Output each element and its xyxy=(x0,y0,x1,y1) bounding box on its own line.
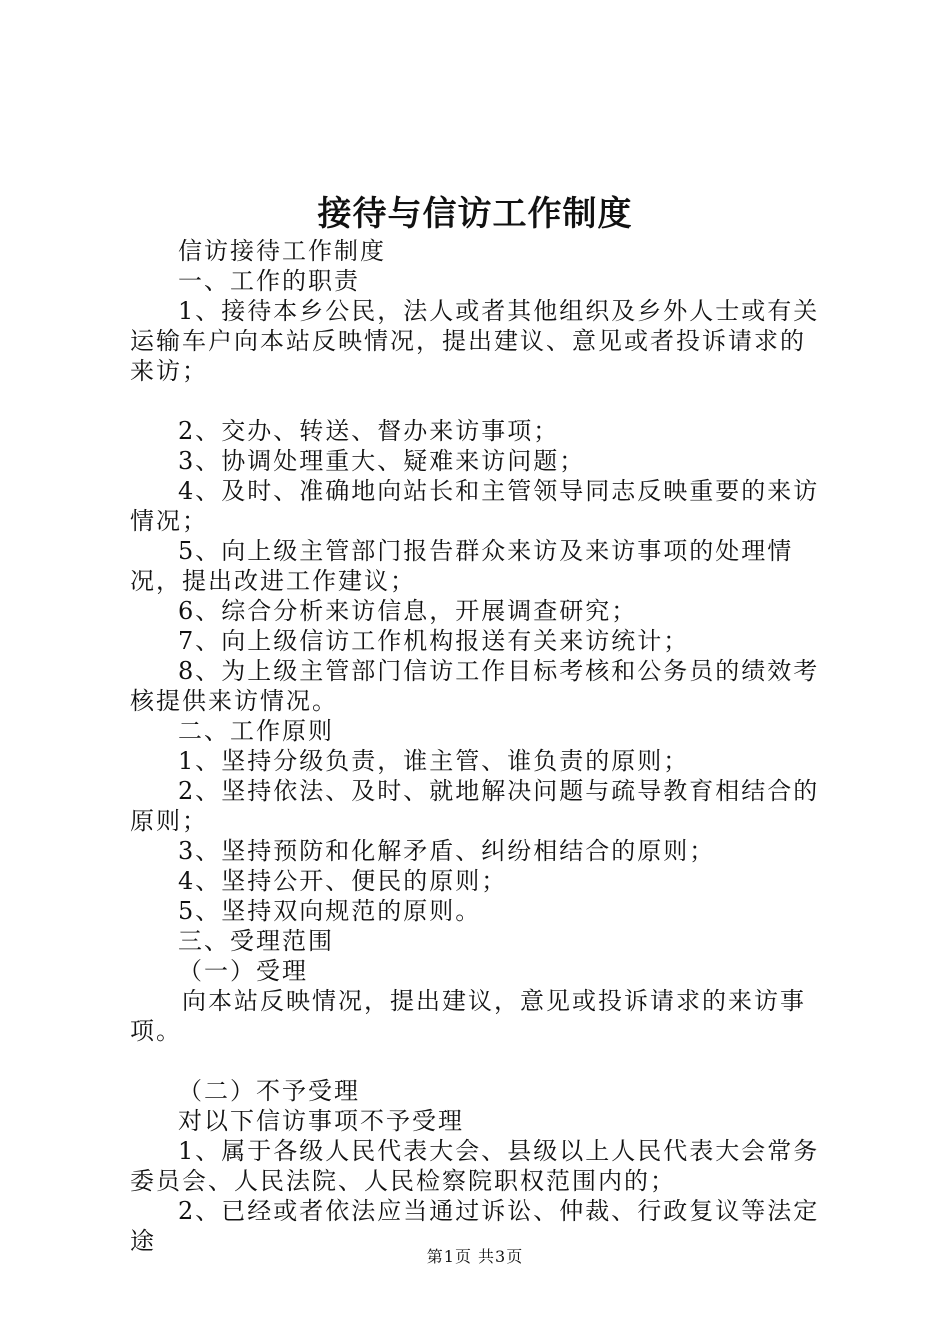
subsection-heading: （一）受理 xyxy=(178,957,308,985)
paragraph: 向本站反映情况，提出建议，意见或投诉请求的来访事项。 xyxy=(130,987,806,1045)
paragraph: 4、坚持公开、便民的原则； xyxy=(178,867,508,895)
paragraph: 2、已经或者依法应当通过诉讼、仲裁、行政复议等法定途 xyxy=(130,1197,820,1255)
document-title: 接待与信访工作制度 xyxy=(317,194,633,234)
section-heading: 三、受理范围 xyxy=(178,927,334,955)
document-body xyxy=(130,236,830,1256)
spacer xyxy=(130,1046,830,1076)
paragraph: 2、交办、转送、督办来访事项； xyxy=(178,417,560,445)
paragraph: 6、综合分析来访信息，开展调查研究； xyxy=(178,597,638,625)
spacer xyxy=(130,386,830,416)
paragraph: 1、接待本乡公民，法人或者其他组织及乡外人士或有关运输车户向本站反映情况，提出建议、意见或者投诉请求的来访； xyxy=(130,297,820,385)
paragraph: 3、协调处理重大、疑难来访问题； xyxy=(178,447,586,475)
section-heading: 一、工作的职责 xyxy=(178,267,360,295)
paragraph: 1、属于各级人民代表大会、县级以上人民代表大会常务委员会、人民法院、人民检察院职权范围内的； xyxy=(130,1137,820,1195)
paragraph: 5、坚持双向规范的原则。 xyxy=(178,897,482,925)
paragraph: 3、坚持预防和化解矛盾、纠纷相结合的原则； xyxy=(178,837,716,865)
section-heading: 二、工作原则 xyxy=(178,717,334,745)
paragraph: 信访接待工作制度 xyxy=(178,237,386,265)
subsection-heading: （二）不予受理 xyxy=(178,1077,360,1105)
paragraph: 7、向上级信访工作机构报送有关来访统计； xyxy=(178,627,690,655)
paragraph: 对以下信访事项不予受理 xyxy=(178,1107,464,1135)
page-number: 第1页 共3页 xyxy=(426,1247,524,1266)
paragraph: 5、向上级主管部门报告群众来访及来访事项的处理情况，提出改进工作建议； xyxy=(130,537,794,595)
paragraph: 1、坚持分级负责，谁主管、谁负责的原则； xyxy=(178,747,690,775)
paragraph: 8、为上级主管部门信访工作目标考核和公务员的绩效考核提供来访情况。 xyxy=(130,657,820,715)
paragraph: 2、坚持依法、及时、就地解决问题与疏导教育相结合的原则； xyxy=(130,777,820,835)
paragraph: 4、及时、准确地向站长和主管领导同志反映重要的来访情况； xyxy=(130,477,820,535)
